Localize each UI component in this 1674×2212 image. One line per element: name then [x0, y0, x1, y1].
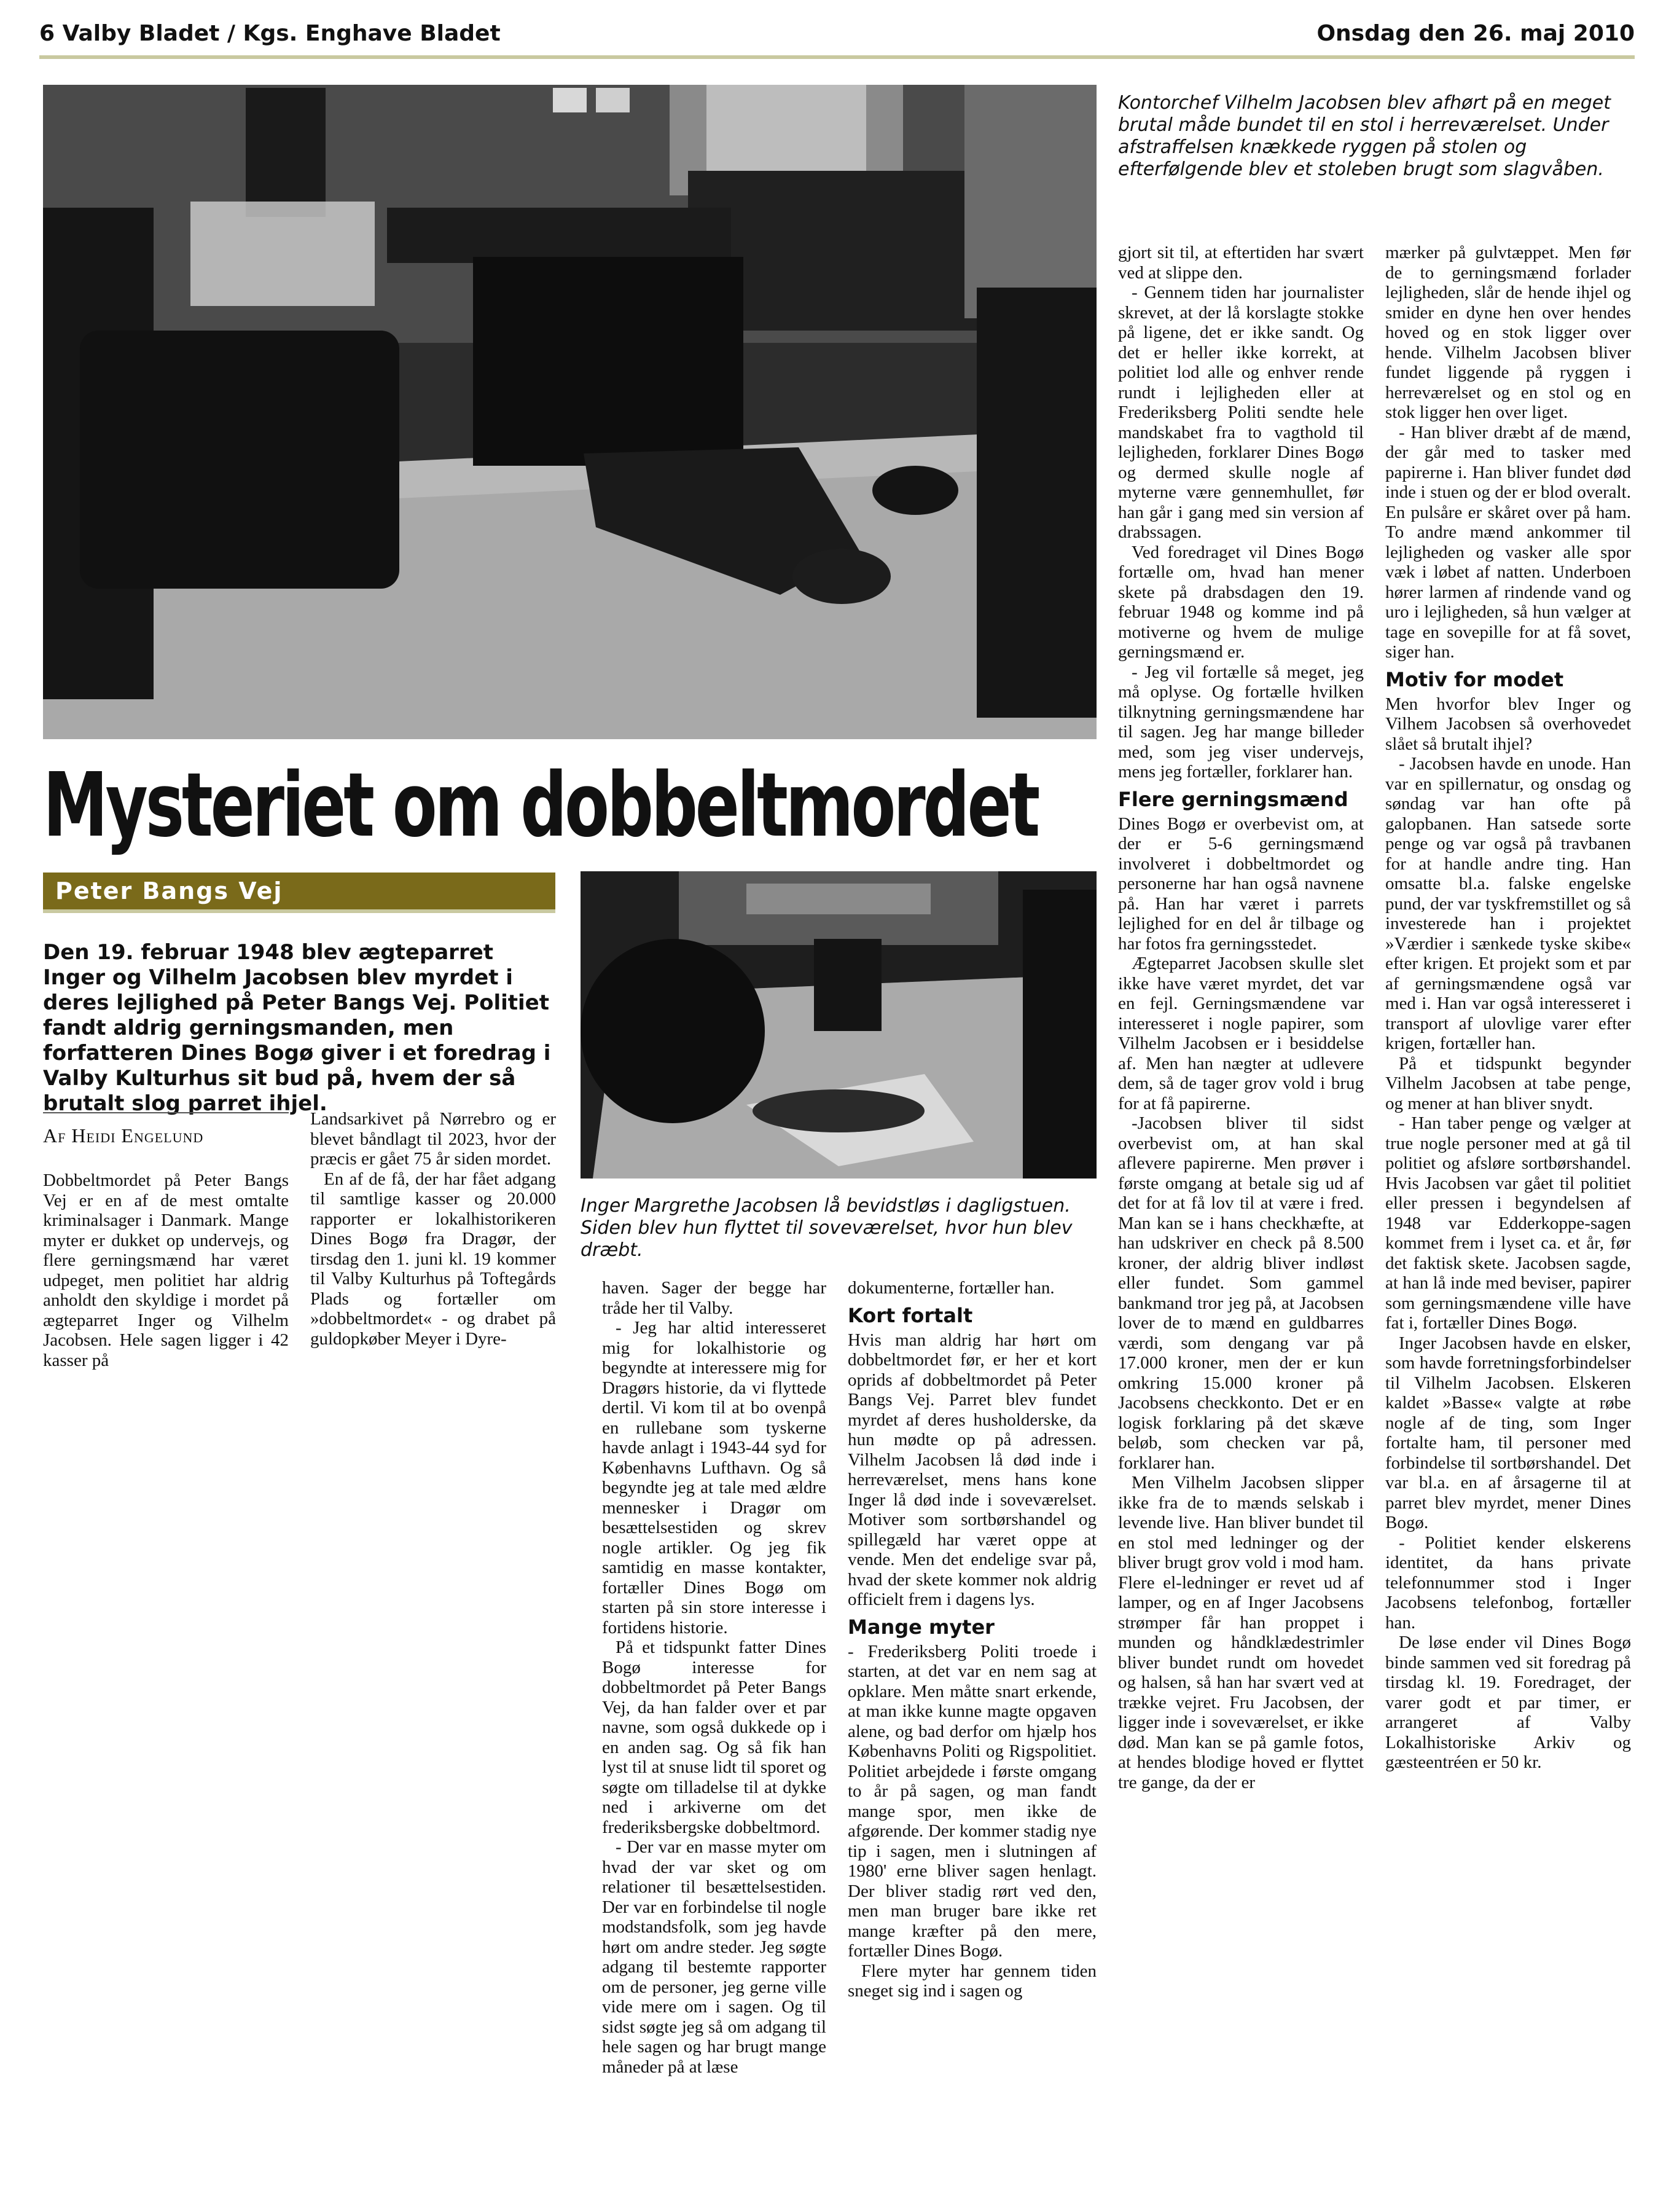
crime-scene-photo-2	[581, 871, 1097, 1179]
photo-1-caption: Kontorchef Vilhelm Jacobsen blev afhørt på en meget brutal måde bundet til en stol i herreværelset. Under afstraffelsen knækkede ryggen på stolen og efterfølgende blev et stoleben brugt som slagvåben.	[1118, 92, 1611, 180]
paragraph: Landsarkivet på Nørrebro og er blevet båndlagt til 2023, hvor der præcis er gået 75 år siden mordet.	[310, 1109, 556, 1169]
paragraph: mærker på gulvtæppet. Men før de to gerningsmænd forlader lejligheden, slår de hende ihjel og smider en dyne hen over hendes hoved og en stok ligger over hende. Vilhelm Jacobsen bliver fundet liggende på ryggen i herreværelset og en stol og en stok ligger hen over liget.	[1385, 243, 1631, 422]
paragraph: Ved foredraget vil Dines Bogø fortælle om, hvad han mener skete på drabsdagen den 19. februar 1948 og komme ind på motiverne og hvem de mulige gerningsmænd er.	[1118, 542, 1364, 662]
kicker-text: Peter Bangs Vej	[55, 877, 283, 904]
paragraph: Men Vilhelm Jacobsen slipper ikke fra de to mænds selskab i levende live. Han bliver bundet til en stol med ledninger og der bliver brugt grov vold i mod ham. Flere el-ledninger er revet ud af lamper, og en af Inger Jacobsens strømper får han proppet i munden og håndklædestrimler bliver bundet rundt om hovedet og halsen, så han har svært ved at trække vejret. Fru Jacobsen, der ligger inde i soveværelset, er ikke død. Man kan se på gamle fotos, at hendes blodige hoved er flyttet tre gange, da der er	[1118, 1473, 1364, 1792]
article-column-4	[848, 1278, 1097, 2001]
photo-2-caption: Inger Margrethe Jacobsen lå bevidstløs i dagligstuen. Siden blev hun flyttet til soveværelset, hvor hun blev dræbt.	[581, 1195, 1073, 1261]
article-column-6	[1385, 243, 1631, 1773]
subheading-motiv-for-modet: Motiv for modet	[1385, 667, 1564, 691]
article-column-2	[310, 1109, 556, 1349]
paragraph: - Politiet kender elskerens identitet, da hans private telefonnummer stod i Inger Jacobsens telefonbog, fortæller han.	[1385, 1532, 1631, 1633]
paragraph: - Jeg har altid interesseret mig for lokalhistorie og begyndte at interessere mig for Dragørs historie, da vi flyttede dertil. Vi kom til at bo ovenpå en rullebane som tyskerne havde anlagt i 1943-44 syd for Københavns Lufthavn. Og så begyndte jeg at tale med ældre mennesker i Dragør om besættelsestiden og skrev nogle artikler. Og jeg fik samtidig en masse kontakter, fortæller Dines Bogø om starten på sin store interesse i fortidens historie.	[602, 1318, 826, 1637]
article-column-3	[602, 1278, 826, 2077]
paragraph: - Han taber penge og vælger at true nogle personer med at gå til politiet og afsløre sortbørshandel. Hvis Jacobsen var gået til politiet eller pressen i begyndelsen af 1948 var Edderkoppe-sagen kommet frem i lyset ca. et år, før det faktisk skete. Jacobsen sagde, at han lå inde med beviser, papirer som gerningsmændene ville have fat i, fortæller Dines Bogø.	[1385, 1113, 1631, 1333]
paragraph: Ægteparret Jacobsen skulle slet ikke have været myrdet, det var en fejl. Gerningsmændene var interesseret i nogle papirer, som Vilhelm Jacobsen er i besiddelse af. Men han nægter at udlevere dem, så de tager grov vold i brug for at få papirerne.	[1118, 954, 1364, 1113]
article-column-1	[43, 1171, 289, 1370]
paragraph: Hvis man aldrig har hørt om dobbeltmordet før, er her et kort oprids af dobbeltmordet på Peter Bangs Vej. Parret blev fundet myrdet af deres husholderske, da hun mødte op på adressen. Vilhelm Jacobsen lå død inde i herreværelset, mens hans kone Inger lå død inde i soveværelset. Motiver som sortbørshandel og spillegæld har været oppe at vende. Men det endelige svar på, hvad der skete kommer nok aldrig officielt frem i dagens lys.	[848, 1330, 1097, 1609]
article-column-5	[1118, 243, 1364, 1792]
paragraph: De løse ender vil Dines Bogø binde sammen ved sit foredrag på tirsdag kl. 19. Foredraget, der varer godt et par timer, er arrangeret af Valby Lokalhistoriske Arkiv og gæsteentréen er 50 kr.	[1385, 1633, 1631, 1772]
article-headline: Mysteriet om dobbeltmordet	[43, 753, 1038, 857]
paragraph: - Der var en masse myter om hvad der var sket og om relationer til besættelsestiden. Der var en forbindelse til nogle modstandsfolk, som jeg havde hørt om andre steder. Jeg søgte adgang til bestemte rapporter om de personer, jeg gerne ville vide mere om i sagen. Og til sidst søgte jeg så om adgang til hele sagen og har brugt mange måneder på at læse	[602, 1837, 826, 2077]
paragraph: haven. Sager der begge har tråde her til Valby.	[602, 1278, 826, 1318]
paragraph: - Jacobsen havde en unode. Han var en spillernatur, og onsdag og søndag var han ofte på galopbanen. Han satsede sorte penge og var også på travbanen for at handle andre ting. Han omsatte bl.a. falske engelske pund, der var tyskfremstillet og så investerede han i projektet »Værdier i sænkede tyske skibe« efter krigen. Et projekt som et par af gerningsmændene også var med i. Han var også interesseret i transport af ulovlige varer efter krigen, fortæller han.	[1385, 754, 1631, 1053]
paragraph: - Han bliver dræbt af de mænd, der går med to tasker med papirerne i. Han bliver fundet død inde i stuen og der er blod overalt. En pulsåre er skåret over på ham. To andre mænd ankommer til lejligheden og vasker alle spor væk i løbet af natten. Underboen hører larmen af rindende vand og uro i lejligheden, så hun vælger at tage en sovepille for at få sovet, siger han.	[1385, 422, 1631, 662]
subheading-mange-myter: Mange myter	[848, 1615, 995, 1639]
paragraph: gjort sit til, at eftertiden har svært ved at slippe den.	[1118, 243, 1364, 283]
paragraph: På et tidspunkt fatter Dines Bogø interesse for dobbeltmordet på Peter Bangs Vej, da han falder over et par navne, som også dukkede op i en anden sag. Og så fik han lyst til at snuse lidt til sporet og søgte om tilladelse til at dykke ned i arkiverne om det frederiksbergske dobbeltmord.	[602, 1637, 826, 1837]
paragraph: Dines Bogø er overbevist om, at der er 5-6 gerningsmænd involveret i dobbeltmordet og personerne har han også navnene på. Han har været i parrets lejlighed for en del år tilbage og har fotos fra gerningsstedet.	[1118, 814, 1364, 954]
paragraph: Inger Jacobsen havde en elsker, som havde forretningsforbindelser til Vilhelm Jacobsen. Elskeren kaldet »Basse« valgte at røbe nogle af de ting, som Inger fortalte ham, til personer med forbindelse til sortbørshandel. Det var bl.a. en af årsagerne til at parret blev myrdet, mener Dines Bogø.	[1385, 1333, 1631, 1532]
publication-name: 6 Valby Bladet / Kgs. Enghave Bladet	[39, 21, 501, 46]
crime-scene-photo-1	[43, 85, 1097, 739]
paragraph: dokumenterne, fortæller han.	[848, 1278, 1055, 1298]
subheading-flere-gerningsmaend: Flere gerningsmænd	[1118, 787, 1348, 811]
paragraph: - Jeg vil fortælle så meget, jeg må oplyse. Og fortælle hvilken tilknytning gerningsmændene har til sagen. Jeg har mange billeder med, som jeg viser undervejs, mens jeg fortæller, forklarer han.	[1118, 662, 1364, 782]
paragraph: Flere myter har gennem tiden sneget sig ind i sagen og	[848, 1961, 1097, 2001]
paragraph: På et tidspunkt begynder Vilhelm Jacobsen at tabe penge, og mener at han bliver snydt.	[1385, 1053, 1631, 1113]
paragraph: Men hvorfor blev Inger og Vilhem Jacobsen så overhovedet slået så brutalt ihjel?	[1385, 694, 1631, 754]
paragraph: - Frederiksberg Politi troede i starten, at det var en nem sag at opklare. Men måtte snart erkende, at man ikke kunne magte opgaven alene, og bad derfor om hjælp hos Københavns Politi og Rigspolitiet. Politiet arbejdede i første omgang to år på sagen, og man fandt mange spor, men ikke de afgørende. Der kommer stadig nye tip i sagen, men i slutningen af 1980' erne bliver sagen henlagt. Der bliver stadig rørt ved den, men man bruger bare ikke ret mange kræfter på den mere, fortæller Dines Bogø.	[848, 1641, 1097, 1961]
lead-paragraph: Den 19. februar 1948 blev ægteparret Inger og Vilhelm Jacobsen blev myrdet i deres lejlighed på Peter Bangs Vej. Politiet fandt aldrig gerningsmanden, men forfatteren Dines Bogø giver i et foredrag i Valby Kulturhus sit bud på, hvem der så brutalt slog parret ihjel.	[43, 940, 551, 1116]
paragraph: Dobbeltmordet på Peter Bangs Vej er en af de mest omtalte kriminalsager i Danmark. Mange myter er dukket op undervejs, og flere gerningsmænd har været udpeget, men politiet har aldrig anholdt den skyldige i mordet på ægteparret Inger og Vilhelm Jacobsen. Hele sagen ligger i 42 kasser på	[43, 1171, 289, 1370]
paragraph: - Gennem tiden har journalister skrevet, at der lå korslagte stokke på ligene, det er ikke sandt. Og det er heller ikke korrekt, at politiet lod alle og enhver rende rundt i lejligheden eller at Frederiksberg Politi sendte hele mandskabet fra to vagthold til lejligheden, forklarer Dines Bogø og dermed skulle nogle af myterne være gennemhullet, før han går i gang med sin version af drabssagen.	[1118, 283, 1364, 542]
subheading-kort-fortalt: Kort fortalt	[848, 1303, 973, 1327]
location-kicker	[43, 873, 555, 913]
paragraph: -Jacobsen bliver til sidst overbevist om, at han skal aflevere papirerne. Men prøver i første omgang at betale sig ud af det for at få lov til at være i fred. Man kan se i hans checkhæfte, at han udskriver en check på 8.500 kroner, der aldrig bliver indløst eller fundet. Som gammel bankmand tror jeg på, at Jacobsen lover de to mænd en guldbarres værdi, som dengang var på 17.000 kroner, men der er kun omkring 15.000 kroner på Jacobsens checkkonto. Det er en logisk forklaring på det skæve beløb, som checken var på, forklarer han.	[1118, 1113, 1364, 1473]
issue-date: Onsdag den 26. maj 2010	[1316, 21, 1635, 46]
paragraph: En af de få, der har fået adgang til samtlige kasser og 20.000 rapporter er lokalhistorikeren Dines Bogø fra Dragør, der tirsdag den 1. juni kl. 19 kommer til Valby Kulturhus på Toftegårds Plads og fortæller om »dobbeltmordet« - og drabet på guldopkøber Meyer i Dyre-	[310, 1169, 556, 1349]
page-header	[39, 12, 1635, 59]
byline: Af Heidi Engelund	[43, 1112, 289, 1147]
